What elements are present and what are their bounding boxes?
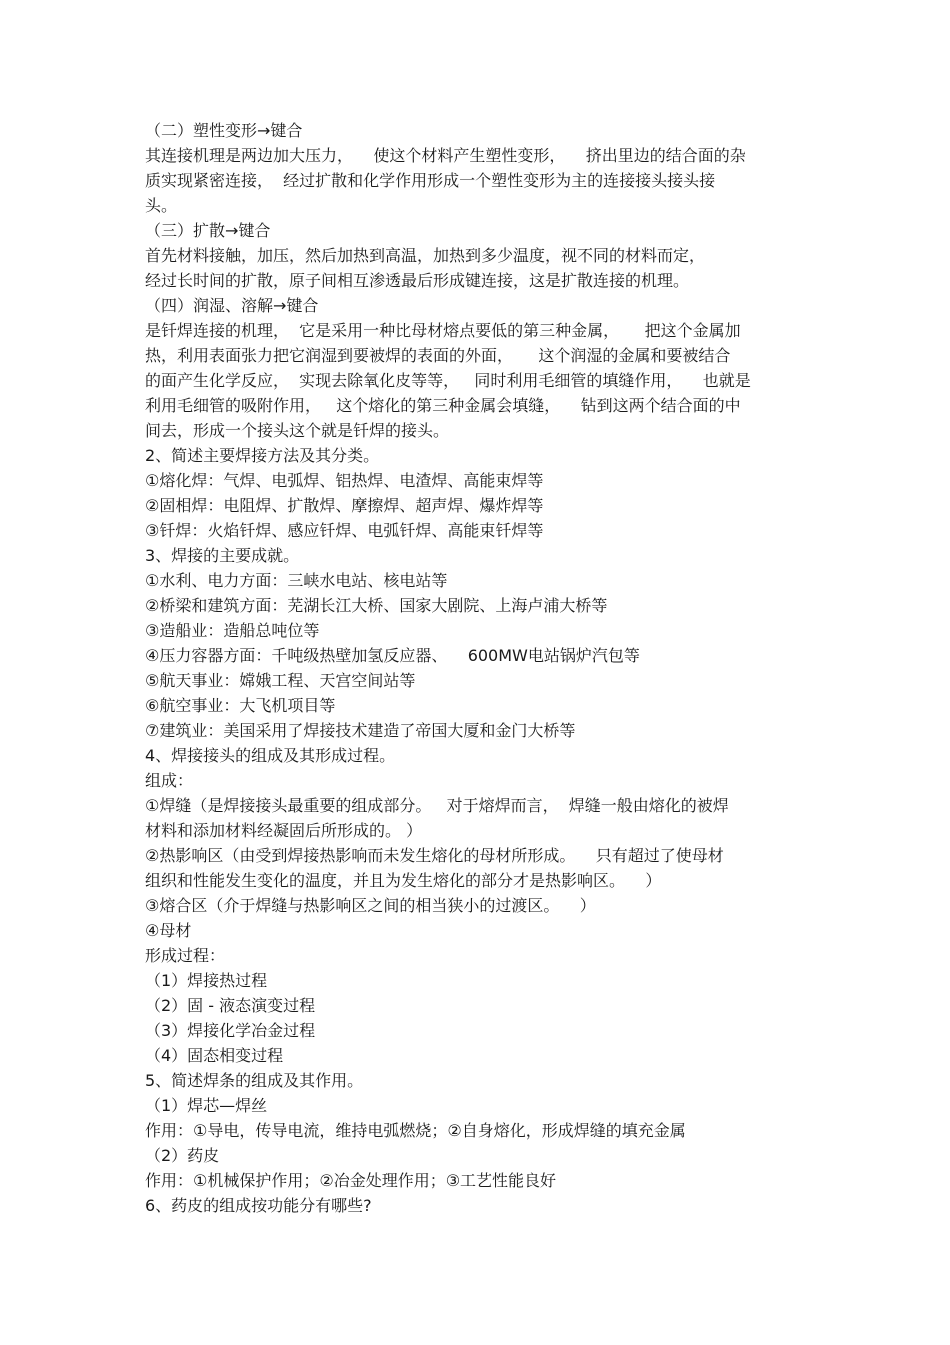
text-line: 利用毛细管的吸附作用， 这个熔化的第三种金属会填缝， 钻到这两个结合面的中 xyxy=(145,396,741,415)
list-item: ③钎焊：火焰钎焊、感应钎焊、电弧钎焊、高能束钎焊等 xyxy=(145,521,544,540)
section-heading: 3、焊接的主要成就。 xyxy=(145,546,300,565)
list-item: （1）焊芯—焊丝 xyxy=(145,1096,268,1115)
text-line: 组成： xyxy=(145,771,194,790)
text-line: （二）塑性变形→键合 xyxy=(145,121,303,140)
text-line: 作用：①机械保护作用；②冶金处理作用；③工艺性能良好 xyxy=(145,1171,557,1190)
text-line: 其连接机理是两边加大压力， 使这个材料产生塑性变形， 挤出里边的结合面的杂 xyxy=(145,146,746,165)
text-line: 质实现紧密连接， 经过扩散和化学作用形成一个塑性变形为主的连接接头接头接 xyxy=(145,171,716,190)
text-line: 间去，形成一个接头这个就是钎焊的接头。 xyxy=(145,421,450,440)
section-heading: 2、简述主要焊接方法及其分类。 xyxy=(145,446,380,465)
text-line: （三）扩散→键合 xyxy=(145,221,271,240)
list-item: （4）固态相变过程 xyxy=(145,1046,284,1065)
list-item: ⑥航空事业：大飞机项目等 xyxy=(145,696,336,715)
list-item: ④压力容器方面：千吨级热壁加氢反应器、 600MW电站锅炉汽包等 xyxy=(145,646,640,665)
text-line: 首先材料接触，加压，然后加热到高温，加热到多少温度，视不同的材料而定， xyxy=(145,246,706,265)
list-item: ①熔化焊：气焊、电弧焊、铝热焊、电渣焊、高能束焊等 xyxy=(145,471,544,490)
text-line: 头。 xyxy=(145,196,178,215)
list-item: ④母材 xyxy=(145,921,192,940)
list-item: （2）药皮 xyxy=(145,1146,220,1165)
section-heading: 5、简述焊条的组成及其作用。 xyxy=(145,1071,364,1090)
list-item: （2）固 - 液态演变过程 xyxy=(145,996,316,1015)
section-heading: 4、焊接接头的组成及其形成过程。 xyxy=(145,746,396,765)
text-line: 热，利用表面张力把它润湿到要被焊的表面的外面， 这个润湿的金属和要被结合 xyxy=(145,346,731,365)
list-item: （3）焊接化学冶金过程 xyxy=(145,1021,316,1040)
list-item: ②热影响区（由受到焊接热影响而未发生熔化的母材所形成。 只有超过了使母材 xyxy=(145,846,724,865)
text-line: 作用：①导电，传导电流，维持电弧燃烧；②自身熔化，形成焊缝的填充金属 xyxy=(145,1121,686,1140)
list-item: （1）焊接热过程 xyxy=(145,971,268,990)
list-item: ⑤航天事业：嫦娥工程、天宫空间站等 xyxy=(145,671,416,690)
list-item: ①焊缝（是焊接接头最重要的组成部分。 对于熔焊而言， 焊缝一般由熔化的被焊 xyxy=(145,796,729,815)
text-line: 的面产生化学反应， 实现去除氧化皮等等， 同时利用毛细管的填缝作用， 也就是 xyxy=(145,371,751,390)
list-item: ③造船业：造船总吨位等 xyxy=(145,621,320,640)
list-item: ②桥梁和建筑方面：芜湖长江大桥、国家大剧院、上海卢浦大桥等 xyxy=(145,596,608,615)
document-body xyxy=(145,118,825,1218)
text-line: 组织和性能发生变化的温度，并且为发生熔化的部分才是热影响区。 ） xyxy=(145,871,662,890)
text-line: 材料和添加材料经凝固后所形成的。 ） xyxy=(145,821,423,840)
section-heading: 6、药皮的组成按功能分有哪些? xyxy=(145,1196,372,1215)
text-line: （四）润湿、溶解→键合 xyxy=(145,296,319,315)
list-item: ⑦建筑业：美国采用了焊接技术建造了帝国大厦和金门大桥等 xyxy=(145,721,576,740)
text-line: 经过长时间的扩散，原子间相互渗透最后形成键连接，这是扩散连接的机理。 xyxy=(145,271,690,290)
list-item: ③熔合区（介于焊缝与热影响区之间的相当狭小的过渡区。 ） xyxy=(145,896,596,915)
list-item: ①水利、电力方面：三峡水电站、核电站等 xyxy=(145,571,448,590)
text-line: 形成过程： xyxy=(145,946,226,965)
text-line: 是钎焊连接的机理， 它是采用一种比母材熔点要低的第三种金属， 把这个金属加 xyxy=(145,321,741,340)
list-item: ②固相焊：电阻焊、扩散焊、摩擦焊、超声焊、爆炸焊等 xyxy=(145,496,544,515)
